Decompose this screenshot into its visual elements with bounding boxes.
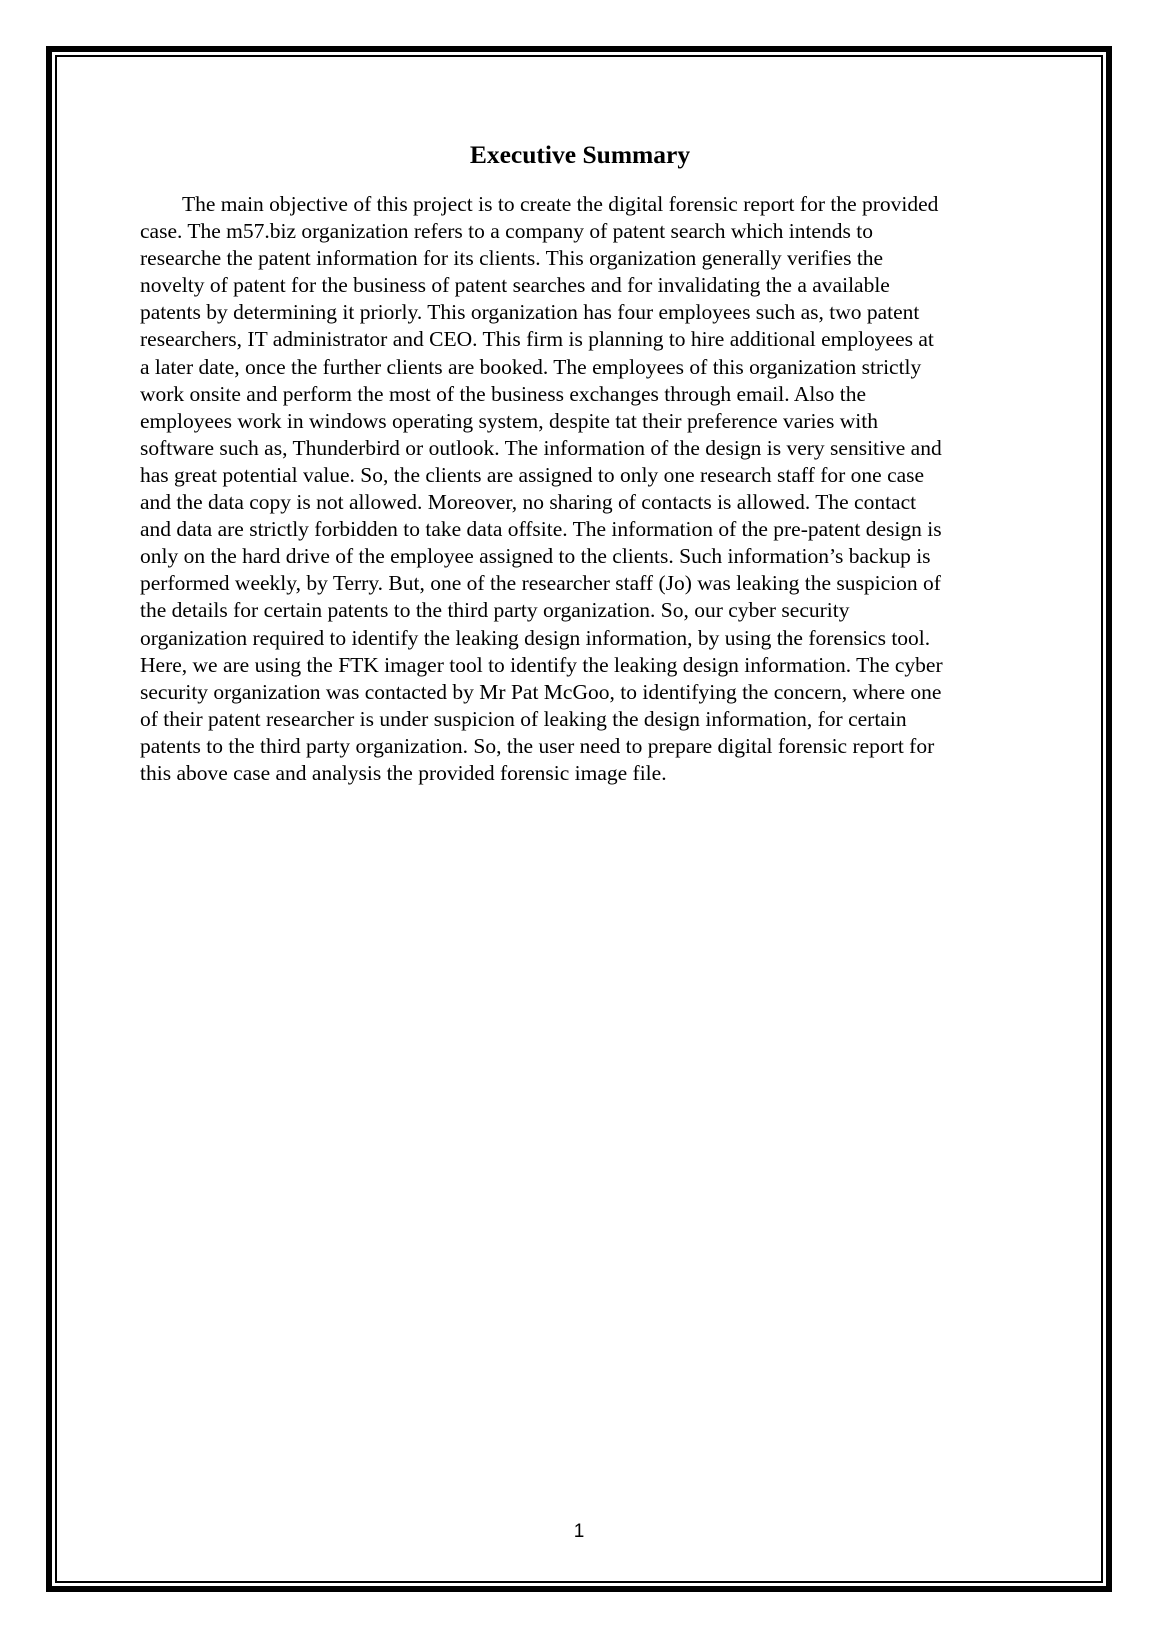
paragraph-line: The main objective of this project is to create the digital forensic report for the provided bbox=[182, 192, 939, 216]
paragraph-line: patents to the third party organization. So, the user need to prepare digital forensic report for bbox=[140, 733, 935, 758]
paragraph-line: and the data copy is not allowed. Moreover, no sharing of contacts is allowed. The contact bbox=[140, 490, 917, 515]
paragraph-line: performed weekly, by Terry. But, one of the researcher staff (Jo) was leaking the suspicion of bbox=[140, 571, 941, 596]
paragraph-line: a later date, once the further clients are booked. The employees of this organization strictly bbox=[140, 354, 922, 379]
paragraph-line: novelty of patent for the business of patent searches and for invalidating the a available bbox=[140, 273, 890, 298]
paragraph-line: case. The m57.biz organization refers to a company of patent search which intends to bbox=[140, 219, 873, 244]
paragraph-line: researche the patent information for its clients. This organization generally verifies the bbox=[140, 246, 884, 271]
paragraph-line: patents by determining it priorly. This organization has four employees such as, two patent bbox=[140, 300, 920, 325]
paragraph-line: employees work in windows operating system, despite tat their preference varies with bbox=[140, 408, 878, 433]
paragraph-line: and data are strictly forbidden to take data offsite. The information of the pre-patent design is bbox=[140, 517, 942, 542]
paragraph-line: of their patent researcher is under suspicion of leaking the design information, for certain bbox=[140, 706, 907, 731]
paragraph-line: the details for certain patents to the third party organization. So, our cyber security bbox=[140, 598, 850, 623]
paragraph-line: organization required to identify the leaking design information, by using the forensics tool. bbox=[140, 625, 931, 650]
page-title: Executive Summary bbox=[469, 140, 691, 169]
paragraph-line: software such as, Thunderbird or outlook. The information of the design is very sensitive and bbox=[140, 435, 942, 460]
paragraph-line: work onsite and perform the most of the business exchanges through email. Also the bbox=[140, 381, 867, 406]
paragraph-line: only on the hard drive of the employee assigned to the clients. Such information’s backup is bbox=[140, 544, 931, 569]
page-number: 1 bbox=[573, 1521, 585, 1542]
executive-summary-paragraph bbox=[140, 191, 1016, 787]
paragraph-line: security organization was contacted by Mr Pat McGoo, to identifying the concern, where one bbox=[140, 679, 942, 704]
paragraph-line: has great potential value. So, the clients are assigned to only one research staff for one case bbox=[140, 462, 925, 487]
paragraph-line: researchers, IT administrator and CEO. This firm is planning to hire additional employees at bbox=[140, 327, 934, 352]
paragraph-line: Here, we are using the FTK imager tool to identify the leaking design information. The cyber bbox=[140, 652, 943, 677]
paragraph-line: this above case and analysis the provided forensic image file. bbox=[140, 760, 667, 785]
